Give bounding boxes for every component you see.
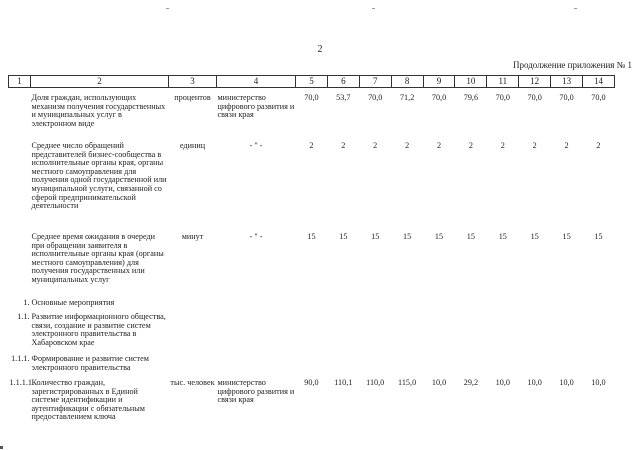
indicator-name: Формирование и развитие систем электронного правительства (31, 354, 149, 372)
value-cell: 2 (564, 141, 569, 150)
value-cell: 70,0 (559, 93, 574, 102)
value-cell (583, 355, 615, 379)
column-number: 5 (296, 76, 328, 88)
value-cell: 10,0 (591, 378, 606, 387)
value-cell (391, 355, 423, 379)
table-row (9, 355, 615, 379)
unit: процентов (174, 93, 211, 102)
scan-speck (166, 8, 169, 9)
indicator-name: Среднее число обращений представителей бизнес-сообщества в исполнительные органы края, органы местного самоуправления для получения одной государственной или муниципальной услуги, связанной со сферой предпринимательской деятельности (31, 141, 167, 211)
value-cell: 71,2 (399, 93, 415, 102)
value-cell (551, 299, 583, 313)
value-cell (583, 299, 615, 313)
value-cell (359, 355, 391, 379)
value-cell: 2 (500, 141, 505, 150)
value-cell: 2 (436, 141, 442, 150)
value-cell (296, 299, 328, 313)
value-cell (327, 313, 359, 355)
row-code (9, 142, 31, 232)
scan-speck (574, 8, 577, 9)
value-cell: 10,0 (431, 378, 447, 387)
value-cell: 70,0 (431, 93, 447, 102)
indicator-name: Доля граждан, использующих механизм получения государственных и муниципальных услуг в электронном виде (31, 93, 166, 128)
executor (217, 355, 296, 379)
value-cell: 15 (562, 232, 571, 241)
unit: единиц (179, 141, 206, 150)
column-number: 3 (169, 76, 217, 88)
value-cell (519, 299, 551, 313)
unit (169, 299, 217, 313)
value-cell: 70,0 (591, 93, 606, 102)
indicator-name: Развитие информационного общества, связи, создание и развитие систем электронного правительства в Хабаровском крае (31, 312, 166, 347)
value-cell: 10,0 (527, 378, 542, 387)
binder-mark (0, 446, 3, 449)
executor: - " - (249, 141, 263, 150)
column-number: 4 (217, 76, 296, 88)
table-row (9, 299, 615, 313)
value-cell: 2 (532, 141, 537, 150)
value-cell (455, 313, 487, 355)
value-cell (551, 313, 583, 355)
value-cell: 15 (307, 232, 316, 241)
row-code: 1. (23, 298, 30, 307)
value-cell (455, 299, 487, 313)
column-number: 11 (487, 76, 519, 88)
column-number: 14 (583, 76, 615, 88)
value-cell: 15 (466, 232, 475, 241)
value-cell (519, 355, 551, 379)
column-number: 6 (327, 76, 359, 88)
value-cell (423, 313, 455, 355)
value-cell (391, 299, 423, 313)
value-cell: 15 (371, 232, 380, 241)
column-number: 12 (519, 76, 551, 88)
value-cell (455, 355, 487, 379)
value-cell: 53,7 (336, 93, 351, 102)
value-cell: 70,0 (527, 93, 542, 102)
column-number: 9 (423, 76, 455, 88)
unit (169, 313, 217, 355)
row-code: 1.1.1. (11, 354, 30, 363)
row-code: 1.1. (17, 312, 30, 321)
indicator-name: Основные мероприятия (31, 298, 115, 307)
value-cell: 10,0 (495, 378, 510, 387)
executor: - " - (249, 232, 263, 241)
executor (217, 313, 296, 355)
value-cell (487, 299, 519, 313)
value-cell (327, 299, 359, 313)
page-number: 2 (317, 44, 323, 55)
scan-speck (372, 8, 375, 9)
value-cell: 15 (403, 232, 412, 241)
value-cell (391, 313, 423, 355)
value-cell (296, 355, 328, 379)
column-number: 2 (31, 76, 169, 88)
value-cell: 2 (596, 141, 601, 150)
value-cell: 15 (339, 232, 348, 241)
column-number: 13 (551, 76, 583, 88)
value-cell: 115,0 (398, 378, 417, 387)
table-row (9, 88, 615, 143)
value-cell (296, 313, 328, 355)
unit: тыс. человек (170, 378, 215, 387)
value-cell (583, 313, 615, 355)
row-code (9, 232, 31, 299)
value-cell: 110,0 (366, 378, 385, 387)
table-row (9, 313, 615, 355)
value-cell: 90,0 (304, 378, 319, 387)
indicator-name: Среднее время ожидания в очереди при обращении заявителя в исполнительные органы края (органы местного самоуправления) для получения государственных или муниципальных услуг (31, 232, 164, 284)
value-cell (423, 355, 455, 379)
value-cell: 110,1 (334, 378, 353, 387)
column-number-row (9, 76, 615, 88)
indicator-name: Количество граждан, зарегистрированных в Единой системе идентификации и аутентификации с обязательным предоставлением ключа (31, 378, 145, 422)
value-cell: 70,0 (304, 93, 319, 102)
value-cell (487, 313, 519, 355)
column-number: 1 (9, 76, 31, 88)
value-cell: 15 (530, 232, 539, 241)
table-row (9, 379, 615, 431)
value-cell: 2 (468, 141, 473, 150)
row-code (9, 88, 31, 143)
value-cell (359, 299, 391, 313)
column-number: 8 (391, 76, 423, 88)
row-code: 1.1.1.1. (9, 378, 35, 387)
value-cell (519, 313, 551, 355)
value-cell: 29,2 (463, 378, 479, 387)
executor (217, 299, 296, 313)
value-cell (359, 313, 391, 355)
value-cell (487, 355, 519, 379)
value-cell: 15 (594, 232, 603, 241)
value-cell: 15 (498, 232, 507, 241)
value-cell: 2 (405, 141, 410, 150)
value-cell (327, 355, 359, 379)
value-cell: 10,0 (559, 378, 574, 387)
value-cell: 79,6 (463, 93, 479, 102)
value-cell: 70,0 (368, 93, 383, 102)
value-cell: 2 (341, 141, 346, 150)
value-cell (423, 299, 455, 313)
column-number: 10 (455, 76, 487, 88)
table-row (9, 142, 615, 232)
value-cell: 70,0 (495, 93, 510, 102)
value-cell: 15 (434, 232, 444, 241)
value-cell: 2 (309, 141, 314, 150)
executor: министерство цифрового развития и связи края (217, 378, 295, 405)
table-row (9, 232, 615, 299)
unit: минут (181, 232, 204, 241)
unit (169, 355, 217, 379)
column-number: 7 (359, 76, 391, 88)
value-cell: 2 (373, 141, 378, 150)
indicators-table (8, 75, 615, 431)
appendix-title: Продолжение приложения № 1 (512, 60, 632, 70)
executor: министерство цифрового развития и связи края (217, 93, 295, 120)
value-cell (551, 355, 583, 379)
